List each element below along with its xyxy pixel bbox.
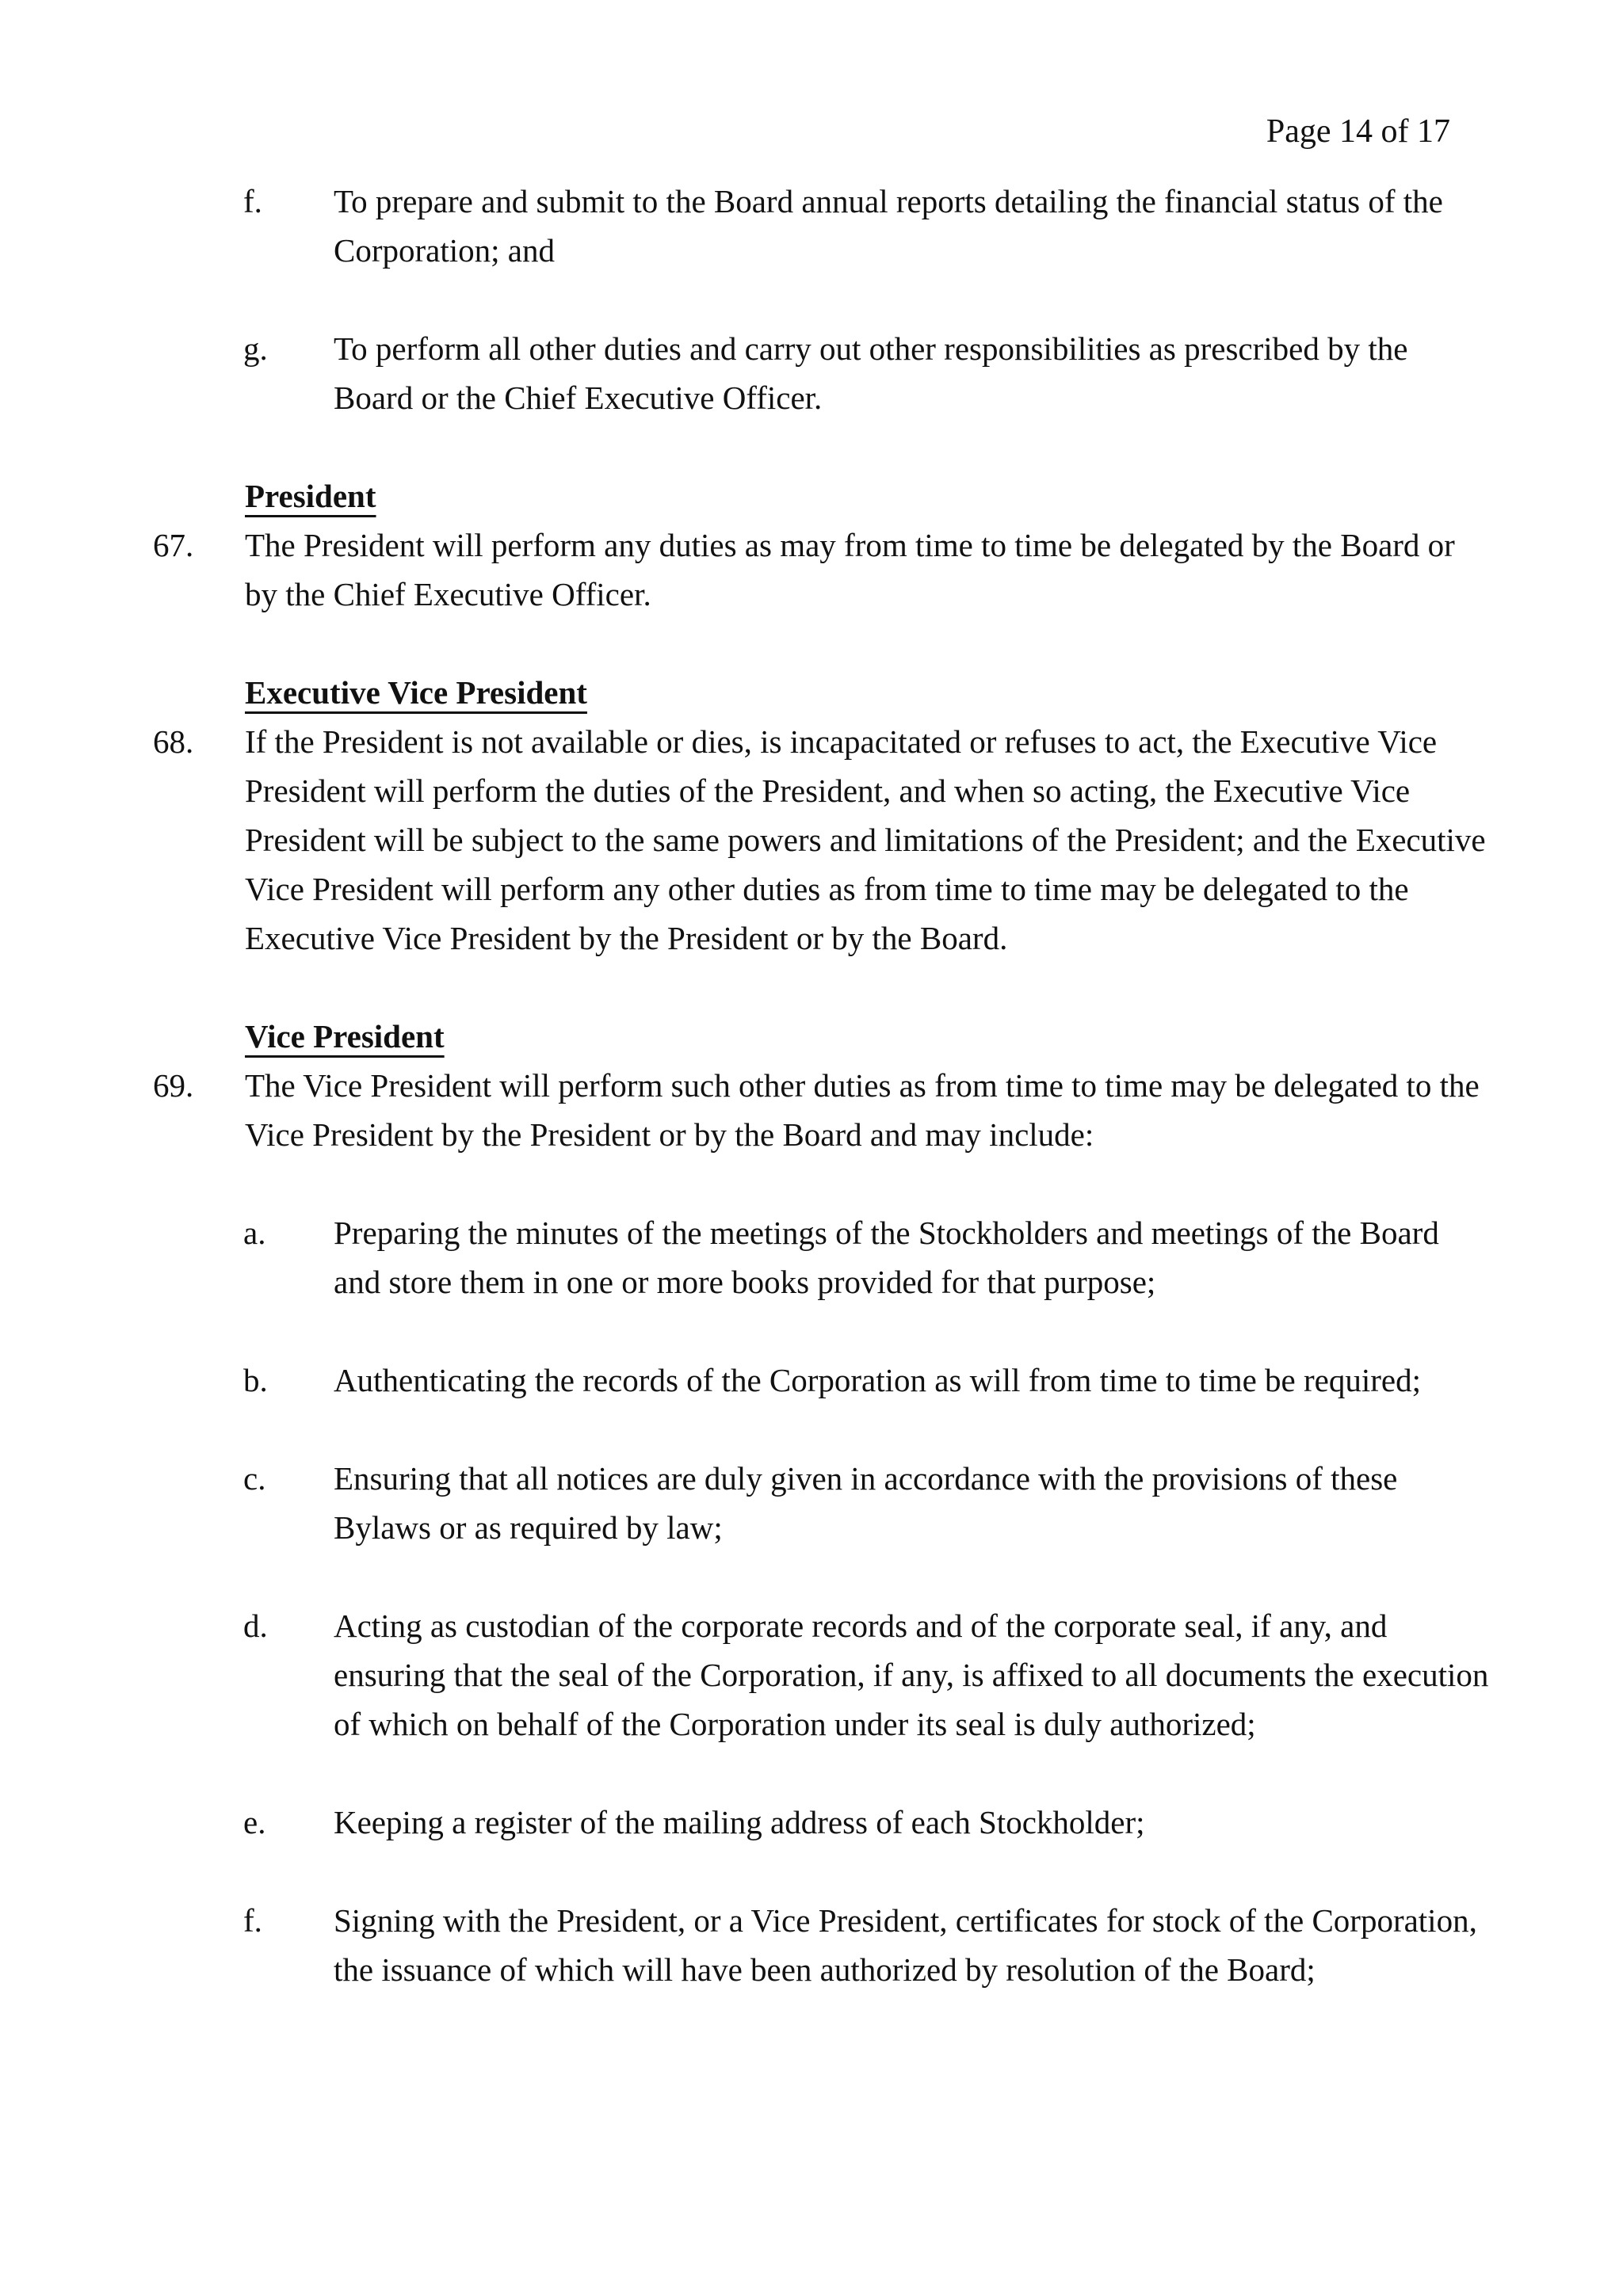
list-item	[243, 177, 1492, 275]
section-heading-vice-president: Vice President	[245, 1018, 445, 1055]
list-item	[243, 1601, 1492, 1749]
list-item-text: Signing with the President, or a Vice President, certificates for stock of the Corporation, the issuance of which will have been authorized by resolution of the Board;	[334, 1902, 1477, 1988]
list-marker: g.	[243, 330, 268, 367]
top-list	[153, 177, 1492, 422]
list-item-text: Preparing the minutes of the meetings of the Stockholders and meetings of the Board and store them in one or more books provided for that purpose;	[334, 1215, 1439, 1300]
list-item-text: Keeping a register of the mailing address of each Stockholder;	[334, 1804, 1145, 1840]
paragraph-number: 68.	[153, 723, 194, 760]
list-marker: f.	[243, 1902, 262, 1939]
list-item-text: To perform all other duties and carry out other responsibilities as prescribed by the Board or the Chief Executive Officer.	[334, 330, 1408, 416]
section-paragraph	[153, 717, 1492, 963]
list-item-text: To prepare and submit to the Board annual reports detailing the financial status of the Corporation; and	[334, 183, 1443, 269]
paragraph-text: The Vice President will perform such other duties as from time to time may be delegated to the Vice President by the President or by the Board and may include:	[245, 1067, 1480, 1153]
list-item	[243, 1356, 1492, 1405]
list-marker: e.	[243, 1804, 266, 1840]
section-heading-executive-vice-president: Executive Vice President	[245, 674, 587, 711]
document-body	[153, 177, 1492, 2043]
list-item-text: Authenticating the records of the Corporation as will from time to time be required;	[334, 1362, 1421, 1398]
vice-president-duties-list	[153, 1208, 1492, 1994]
list-marker: b.	[243, 1362, 268, 1398]
list-item-text: Acting as custodian of the corporate records and of the corporate seal, if any, and ensuring that the seal of the Corporation, if any, is affixed to all documents the execution of which on behalf of the Corporation under its seal is duly authorized;	[334, 1608, 1489, 1742]
list-marker: c.	[243, 1460, 266, 1497]
list-item	[243, 1208, 1492, 1306]
list-marker: a.	[243, 1215, 266, 1251]
paragraph-text: The President will perform any duties as may from time to time be delegated by the Board or by the Chief Executive Officer.	[245, 527, 1455, 612]
section-paragraph	[153, 1061, 1492, 1159]
list-item	[243, 1454, 1492, 1552]
section-heading-president: President	[245, 478, 376, 514]
page-number: Page 14 of 17	[1266, 113, 1450, 150]
list-item	[243, 324, 1492, 422]
paragraph-number: 67.	[153, 527, 194, 563]
paragraph-number: 69.	[153, 1067, 194, 1104]
paragraph-text: If the President is not available or dies, is incapacitated or refuses to act, the Executive Vice President will perform the duties of the President, and when so acting, the Executive Vice President will be subject to the same powers and limitations of the President; and the Executive Vice President will perform any other duties as from time to time may be delegated to the Executive Vice President by the President or by the Board.	[245, 723, 1486, 956]
list-marker: d.	[243, 1608, 268, 1644]
list-item-text: Ensuring that all notices are duly given in accordance with the provisions of these Bylaws or as required by law;	[334, 1460, 1398, 1546]
section-paragraph	[153, 521, 1492, 619]
list-marker: f.	[243, 183, 262, 219]
list-item	[243, 1798, 1492, 1847]
list-item	[243, 1896, 1492, 1994]
